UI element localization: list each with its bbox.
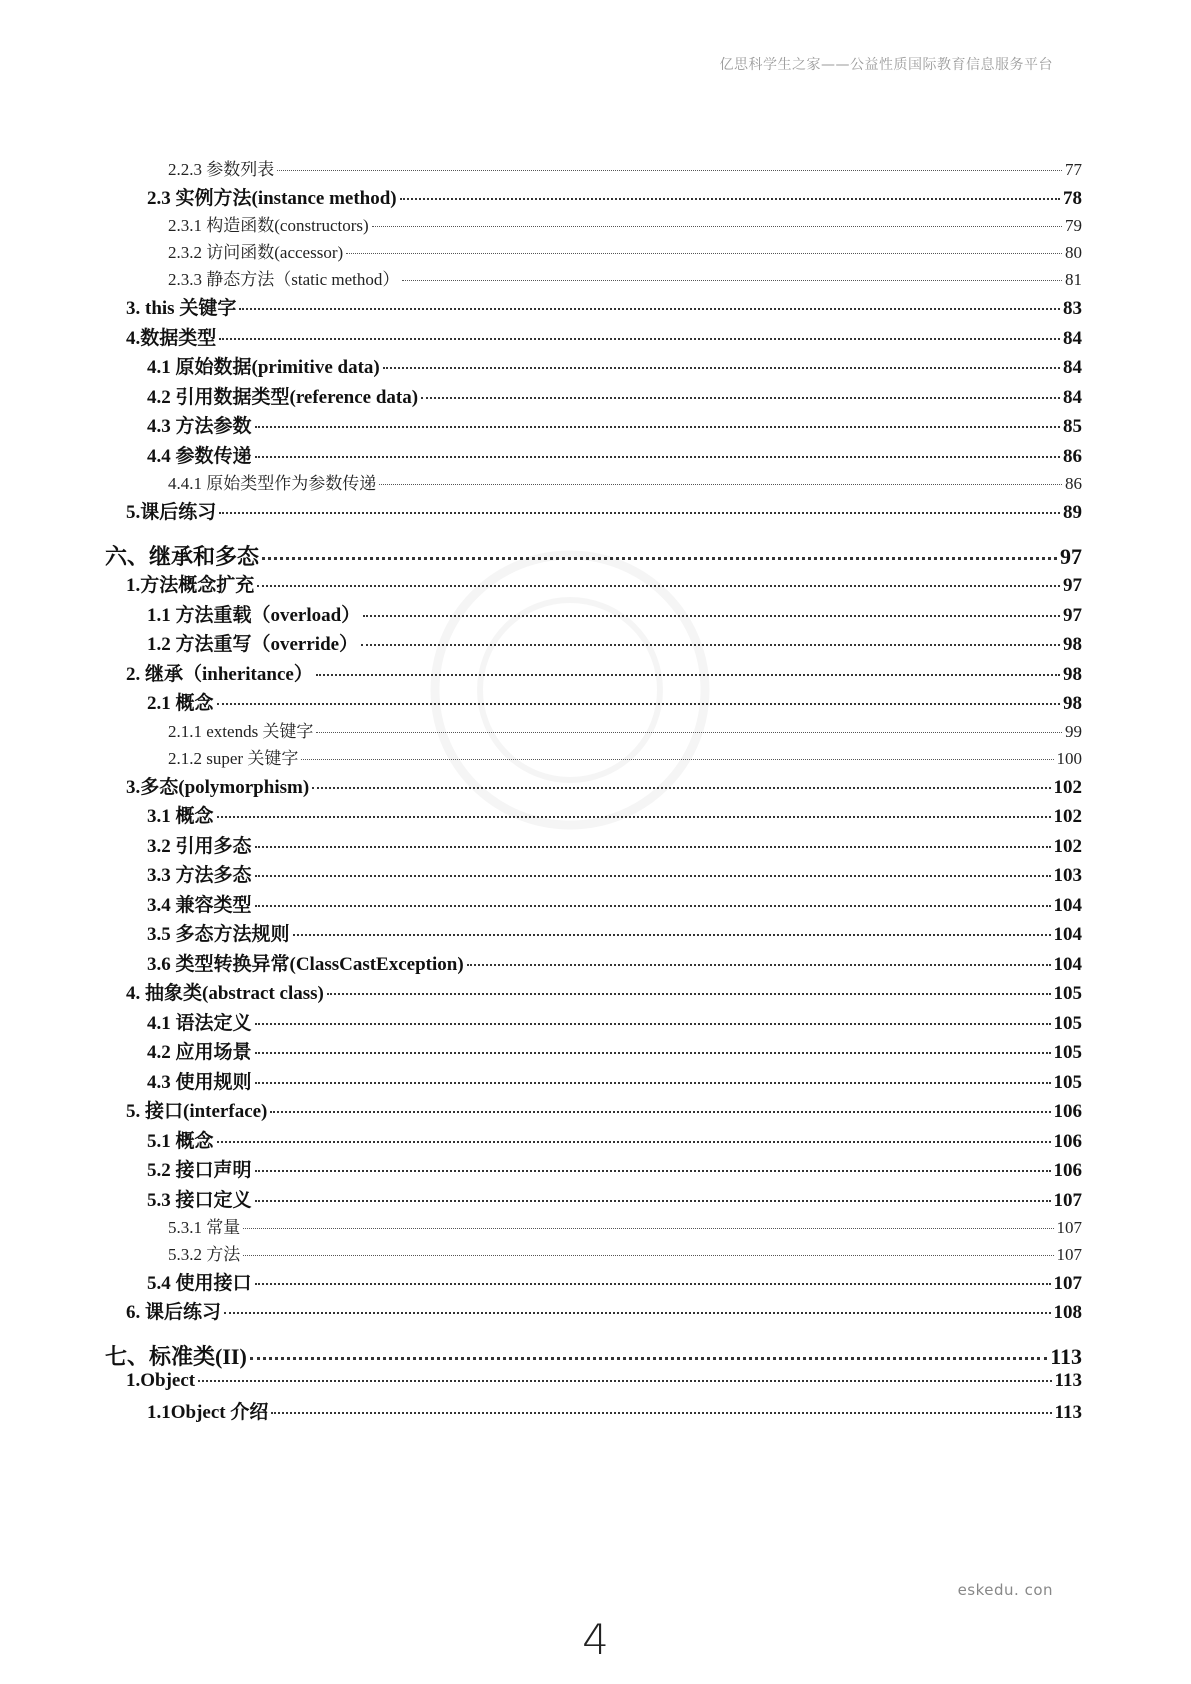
toc-entry-label: 2.3.2 访问函数(accessor) <box>168 243 344 262</box>
toc-entry[interactable] <box>126 293 1082 320</box>
toc-leader-dots <box>243 1255 1053 1256</box>
toc-entry-page: 77 <box>1065 160 1082 179</box>
toc-entry-label: 1.方法概念扩充 <box>126 575 255 596</box>
toc-entry[interactable] <box>168 211 1082 236</box>
toc-entry-label: 3.4 兼容类型 <box>147 895 252 916</box>
toc-leader-dots <box>217 816 1051 818</box>
toc-entry-page: 97 <box>1060 544 1082 569</box>
toc-leader-dots <box>255 456 1060 458</box>
toc-entry-label: 2.1 概念 <box>147 693 214 714</box>
toc-leader-dots <box>270 1111 1050 1113</box>
toc-entry[interactable] <box>147 1155 1082 1182</box>
toc-entry[interactable] <box>147 688 1082 715</box>
toc-entry[interactable] <box>168 265 1082 290</box>
toc-entry[interactable] <box>168 717 1082 742</box>
toc-entry-page: 84 <box>1063 357 1082 378</box>
toc-entry-label: 2.3.3 静态方法（static method） <box>168 270 400 289</box>
toc-entry-page: 79 <box>1065 216 1082 235</box>
page-header: 亿思科学生之家——公益性质国际教育信息服务平台 <box>719 57 1053 73</box>
toc-entry[interactable] <box>147 919 1082 946</box>
toc-entry-page: 84 <box>1063 387 1082 408</box>
toc-entry-label: 4.3 方法参数 <box>147 416 252 437</box>
toc-entry-label: 4.2 引用数据类型(reference data) <box>147 387 419 408</box>
toc-entry-label: 5.课后练习 <box>126 502 217 523</box>
toc-leader-dots <box>421 397 1060 399</box>
toc-entry-label: 2.1.2 super 关键字 <box>168 749 299 768</box>
toc-leader-dots <box>219 512 1060 514</box>
toc-entry[interactable] <box>147 629 1082 656</box>
toc-entry-label: 1.1 方法重载（overload） <box>147 605 361 626</box>
toc-entry[interactable] <box>147 183 1082 210</box>
toc-entry-label: 3. this 关键字 <box>126 298 237 319</box>
toc-entry-page: 102 <box>1053 836 1082 857</box>
toc-leader-dots <box>250 1357 1047 1360</box>
toc-leader-dots <box>255 875 1051 877</box>
toc-entry-label: 6. 课后练习 <box>126 1302 222 1323</box>
toc-leader-dots <box>219 338 1060 340</box>
toc-entry[interactable] <box>147 600 1082 627</box>
toc-entry[interactable] <box>147 949 1082 976</box>
toc-entry-page: 113 <box>1054 1402 1082 1423</box>
toc-entry-page: 106 <box>1053 1101 1082 1122</box>
toc-entry[interactable] <box>168 469 1082 494</box>
toc-leader-dots <box>255 1052 1051 1054</box>
toc-entry-page: 104 <box>1053 895 1082 916</box>
toc-leader-dots <box>255 1170 1051 1172</box>
toc-entry-label: 5.3 接口定义 <box>147 1190 252 1211</box>
toc-leader-dots <box>316 674 1060 676</box>
toc-entry-label: 3.多态(polymorphism) <box>126 777 310 798</box>
toc-entry-page: 104 <box>1053 924 1082 945</box>
toc-entry-label: 4.1 原始数据(primitive data) <box>147 357 380 378</box>
toc-entry-label: 4.2 应用场景 <box>147 1042 252 1063</box>
toc-leader-dots <box>301 759 1053 760</box>
toc-entry[interactable] <box>126 772 1082 799</box>
toc-entry-label: 5.2 接口声明 <box>147 1160 252 1181</box>
toc-entry[interactable] <box>147 1037 1082 1064</box>
toc-entry-page: 106 <box>1053 1160 1082 1181</box>
toc-entry-label: 2.3 实例方法(instance method) <box>147 188 397 209</box>
toc-entry-page: 102 <box>1053 806 1082 827</box>
toc-leader-dots <box>361 644 1060 646</box>
toc-entry-label: 4.3 使用规则 <box>147 1072 252 1093</box>
toc-entry-page: 97 <box>1063 575 1082 596</box>
toc-entry-page: 107 <box>1053 1273 1082 1294</box>
toc-entry[interactable] <box>147 831 1082 858</box>
footer-site: eskedu. con <box>957 1581 1053 1599</box>
toc-entry-page: 113 <box>1054 1370 1082 1391</box>
toc-entry[interactable] <box>168 1213 1082 1238</box>
toc-entry[interactable] <box>168 744 1082 769</box>
toc-leader-dots <box>255 1200 1051 1202</box>
toc-entry-label: 5. 接口(interface) <box>126 1101 268 1122</box>
toc-entry[interactable] <box>147 1067 1082 1094</box>
toc-entry-label: 3.5 多态方法规则 <box>147 924 290 945</box>
toc-entry-page: 107 <box>1053 1190 1082 1211</box>
toc-leader-dots <box>255 426 1060 428</box>
toc-entry[interactable] <box>147 860 1082 887</box>
toc-entry-page: 78 <box>1063 188 1082 209</box>
toc-entry-page: 81 <box>1065 270 1082 289</box>
toc-leader-dots <box>255 905 1051 907</box>
toc-entry-label: 5.3.2 方法 <box>168 1245 241 1264</box>
toc-entry-page: 104 <box>1053 954 1082 975</box>
toc-entry-page: 85 <box>1063 416 1082 437</box>
toc-entry-page: 108 <box>1053 1302 1082 1323</box>
toc-entry[interactable] <box>147 1008 1082 1035</box>
toc-leader-dots <box>255 1082 1051 1084</box>
toc-entry-page: 107 <box>1056 1218 1082 1237</box>
toc-entry-page: 113 <box>1050 1344 1082 1369</box>
toc-leader-dots <box>293 934 1051 936</box>
toc-leader-dots <box>467 964 1051 966</box>
toc-entry[interactable] <box>168 155 1082 180</box>
toc-entry[interactable] <box>147 1397 1082 1424</box>
toc-entry[interactable] <box>147 801 1082 828</box>
toc-entry-page: 99 <box>1065 722 1082 741</box>
toc-entry-page: 98 <box>1063 664 1082 685</box>
toc-entry-label: 4.数据类型 <box>126 328 217 349</box>
toc-entry-page: 100 <box>1056 749 1082 768</box>
toc-entry-page: 105 <box>1053 1042 1082 1063</box>
toc-entry-label: 5.4 使用接口 <box>147 1273 252 1294</box>
toc-entry[interactable] <box>126 1370 1082 1392</box>
toc-entry-label: 六、继承和多态 <box>105 544 260 569</box>
toc-entry-label: 2. 继承（inheritance） <box>126 664 313 685</box>
toc-entry-label: 3.2 引用多态 <box>147 836 252 857</box>
toc-entry[interactable] <box>147 1126 1082 1153</box>
toc-entry-page: 84 <box>1063 328 1082 349</box>
toc-entry-label: 4.4 参数传递 <box>147 446 252 467</box>
toc-entry-label: 1.Object <box>126 1370 196 1391</box>
toc-entry[interactable] <box>168 238 1082 263</box>
toc-leader-dots <box>316 732 1062 733</box>
toc-entry[interactable] <box>126 570 1082 597</box>
toc-entry[interactable] <box>105 540 1082 571</box>
toc-leader-dots <box>400 198 1060 200</box>
toc-leader-dots <box>372 226 1062 227</box>
toc-entry-label: 5.3.1 常量 <box>168 1218 241 1237</box>
toc-leader-dots <box>217 703 1060 705</box>
toc-leader-dots <box>224 1312 1050 1314</box>
toc-leader-dots <box>262 557 1057 560</box>
toc-entry-page: 98 <box>1063 634 1082 655</box>
toc-entry[interactable] <box>147 352 1082 379</box>
toc-leader-dots <box>383 367 1060 369</box>
toc-leader-dots <box>327 993 1051 995</box>
toc-entry-label: 3.3 方法多态 <box>147 865 252 886</box>
toc-entry-label: 1.2 方法重写（override） <box>147 634 359 655</box>
toc-entry-label: 2.1.1 extends 关键字 <box>168 722 314 741</box>
toc-entry-page: 98 <box>1063 693 1082 714</box>
toc-entry[interactable] <box>126 323 1082 350</box>
toc-entry-label: 5.1 概念 <box>147 1131 214 1152</box>
toc-leader-dots <box>402 280 1062 281</box>
toc-entry[interactable] <box>126 497 1082 524</box>
toc-entry-page: 80 <box>1065 243 1082 262</box>
toc-entry[interactable] <box>126 978 1082 1005</box>
toc-leader-dots <box>255 1023 1051 1025</box>
toc-entry-page: 97 <box>1063 605 1082 626</box>
toc-entry[interactable] <box>147 411 1082 438</box>
toc-leader-dots <box>255 1283 1051 1285</box>
toc-entry-page: 106 <box>1053 1131 1082 1152</box>
toc-entry-page: 105 <box>1053 983 1082 1004</box>
toc-entry-page: 107 <box>1056 1245 1082 1264</box>
toc-entry[interactable] <box>147 382 1082 409</box>
toc-leader-dots <box>312 787 1050 789</box>
toc-entry-page: 86 <box>1065 474 1082 493</box>
toc-entry-label: 七、标准类(II) <box>105 1344 247 1369</box>
toc-entry[interactable] <box>126 1297 1082 1324</box>
toc-entry[interactable] <box>168 1240 1082 1265</box>
toc-entry-page: 102 <box>1053 777 1082 798</box>
toc-entry-page: 89 <box>1063 502 1082 523</box>
toc-entry-label: 3.6 类型转换异常(ClassCastException) <box>147 954 464 975</box>
toc-entry[interactable] <box>126 659 1082 686</box>
toc-leader-dots <box>363 615 1060 617</box>
toc-entry-label: 4. 抽象类(abstract class) <box>126 983 324 1004</box>
toc-entry-page: 86 <box>1063 446 1082 467</box>
toc-leader-dots <box>217 1141 1051 1143</box>
toc-entry-page: 83 <box>1063 298 1082 319</box>
toc-leader-dots <box>346 253 1062 254</box>
toc-leader-dots <box>271 1412 1051 1414</box>
toc-leader-dots <box>277 170 1062 171</box>
toc-leader-dots <box>255 846 1051 848</box>
toc-entry[interactable] <box>105 1340 1082 1371</box>
toc-entry-page: 105 <box>1053 1072 1082 1093</box>
toc-entry[interactable] <box>147 1185 1082 1212</box>
toc-leader-dots <box>379 484 1062 485</box>
toc-entry-label: 3.1 概念 <box>147 806 214 827</box>
toc-entry-label: 4.4.1 原始类型作为参数传递 <box>168 474 377 493</box>
toc-entry-label: 4.1 语法定义 <box>147 1013 252 1034</box>
toc-entry[interactable] <box>126 1096 1082 1123</box>
toc-entry-label: 2.3.1 构造函数(constructors) <box>168 216 369 235</box>
toc-leader-dots <box>239 308 1060 310</box>
toc-entry[interactable] <box>147 441 1082 468</box>
toc-leader-dots <box>257 585 1060 587</box>
page-number: 4 <box>582 1615 609 1664</box>
toc-leader-dots <box>243 1228 1053 1229</box>
toc-entry[interactable] <box>147 1268 1082 1295</box>
toc-leader-dots <box>198 1380 1051 1382</box>
toc-entry-label: 1.1Object 介绍 <box>147 1402 269 1423</box>
toc-entry-page: 103 <box>1053 865 1082 886</box>
toc-entry[interactable] <box>147 890 1082 917</box>
toc-entry-page: 105 <box>1053 1013 1082 1034</box>
toc-entry-label: 2.2.3 参数列表 <box>168 160 275 179</box>
